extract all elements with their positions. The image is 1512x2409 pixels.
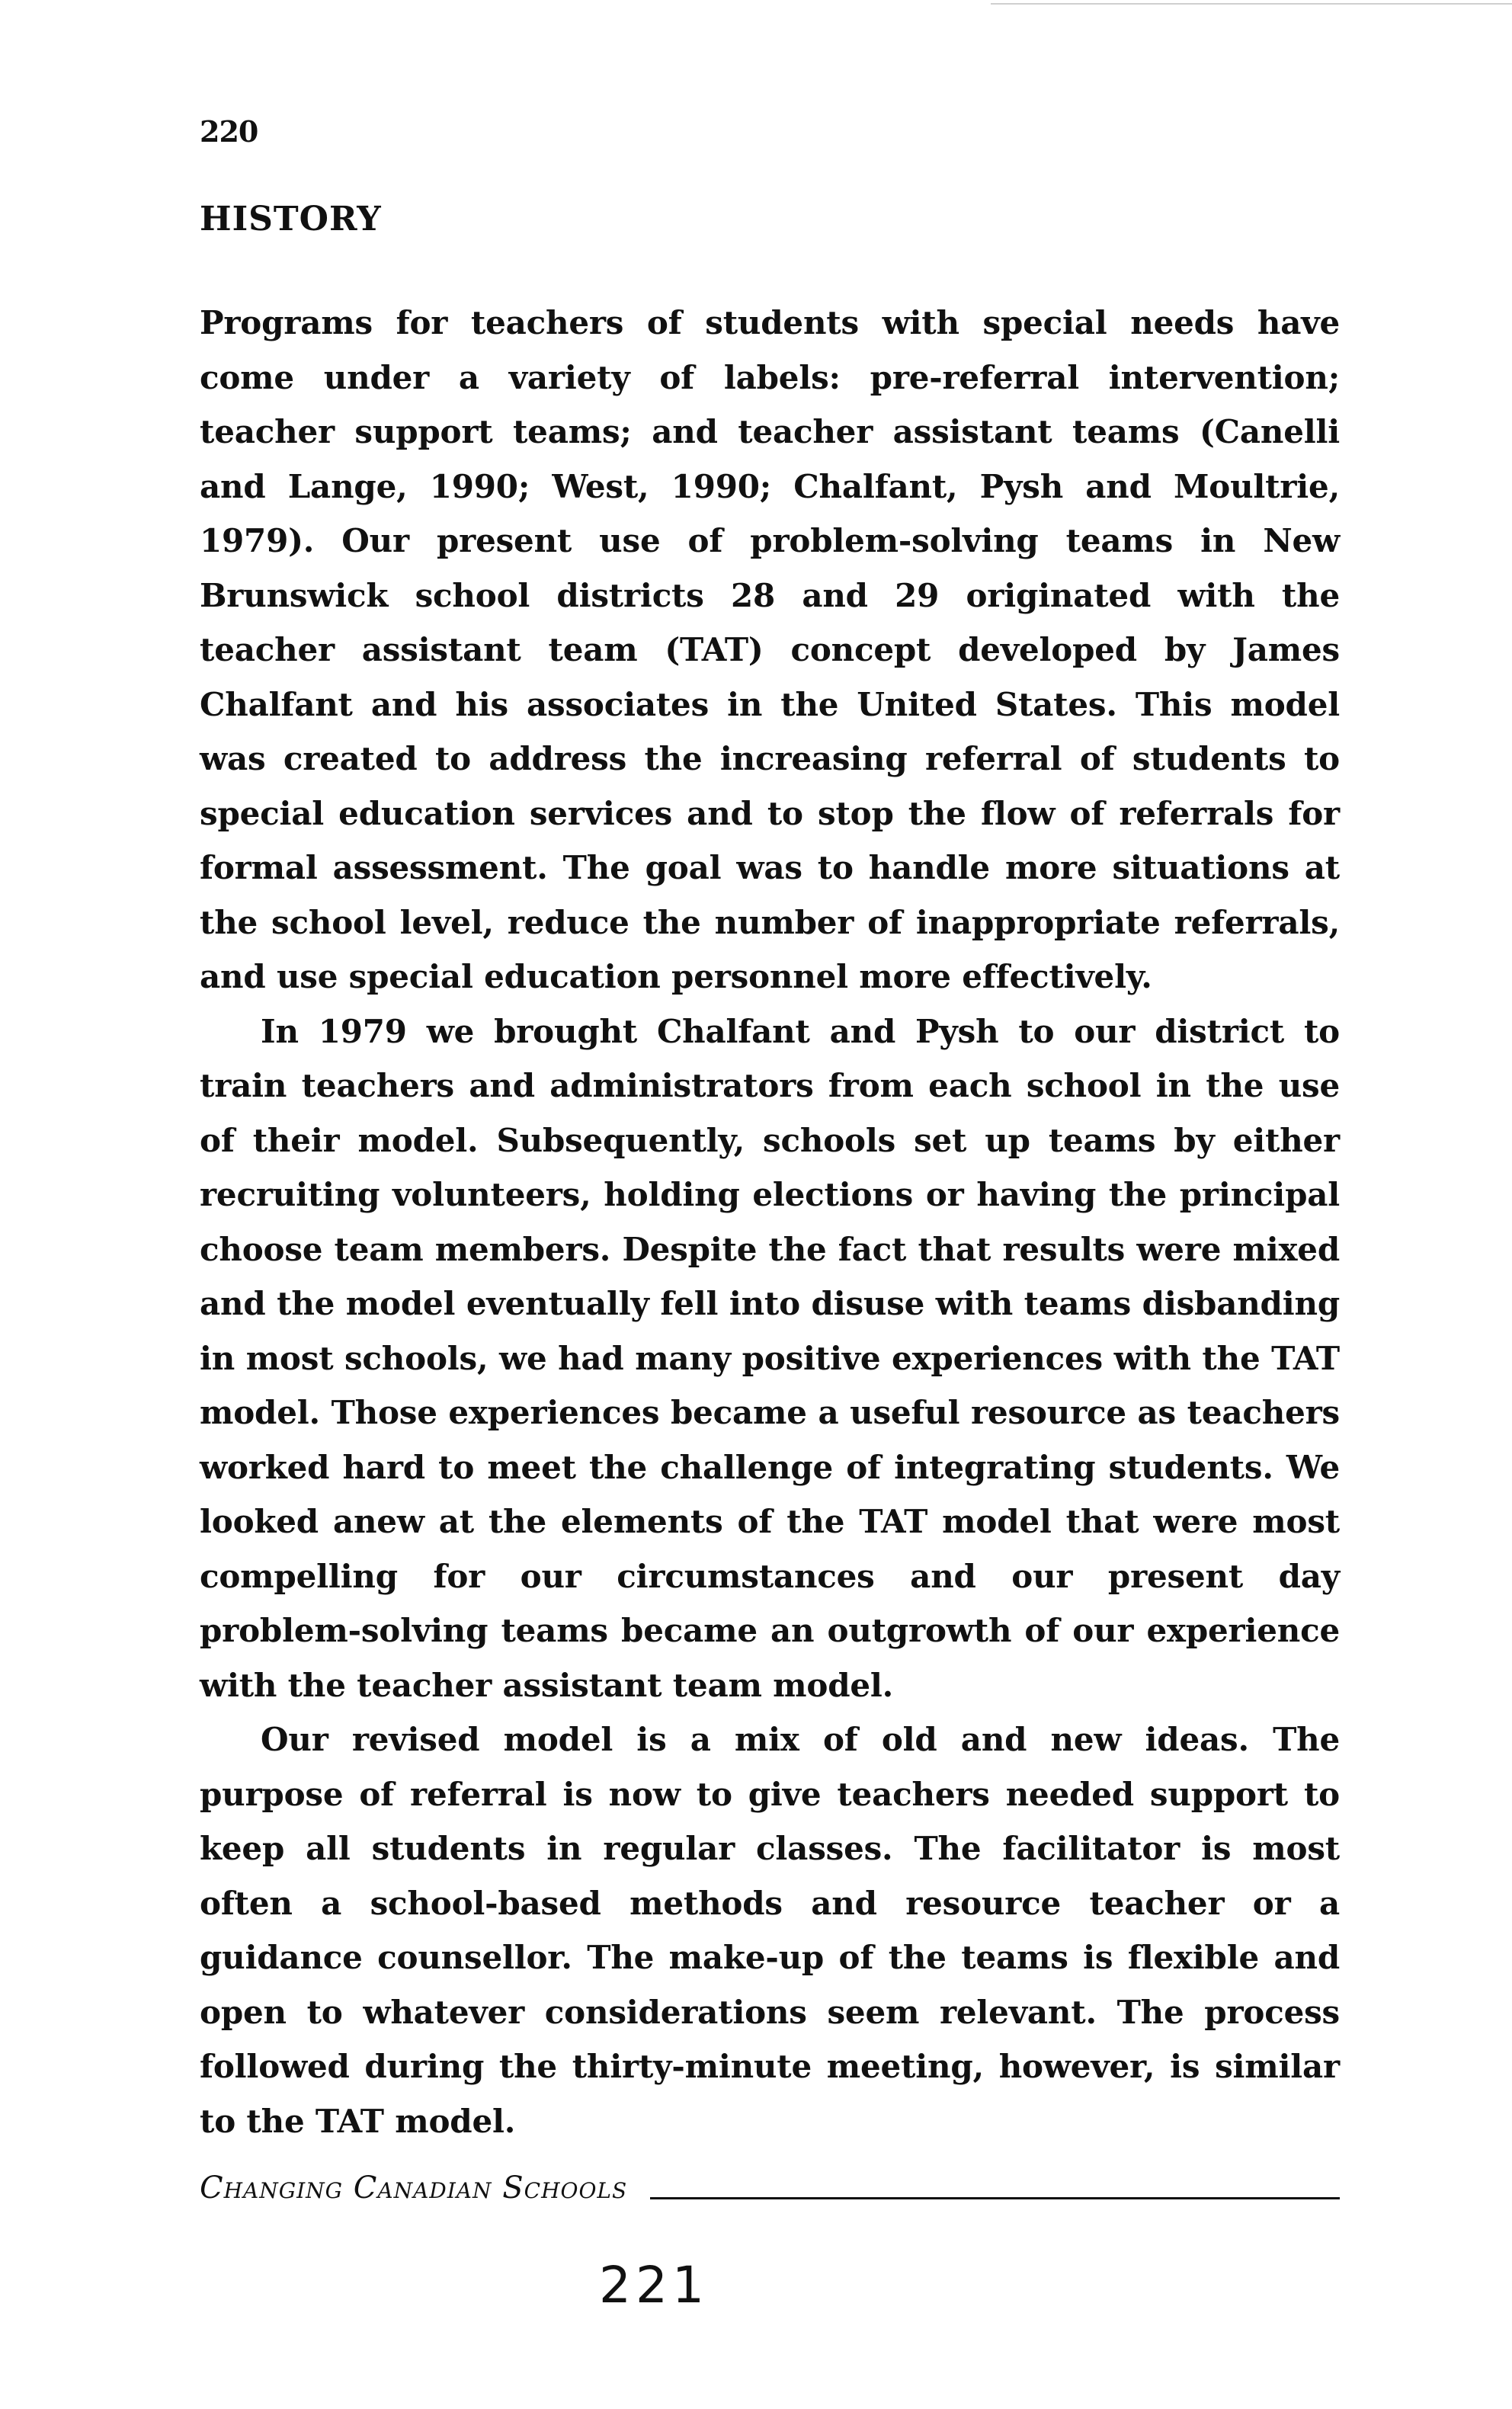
- footer-book-title: Changing Canadian Schools: [200, 2170, 628, 2206]
- scan-edge-line: [991, 3, 1512, 5]
- running-footer: [200, 2170, 1340, 2206]
- footer-rule: [650, 2197, 1340, 2199]
- paragraph-1: Programs for teachers of students with special needs have come under a variety of labels: pre-referral intervention; teacher support teams; and teacher assistant teams (Canelli and Lange, 1990; West, 1990; Chalfant, Pysh and Moultrie, 1979). Our present use of problem-solving teams in New Brunswick school districts 28 and 29 originated with the teacher assistant team (TAT) concept developed by James Chalfant and his associates in the United States. This model was created to address the increasing referral of students to special education services and to stop the flow of referrals for formal assessment. The goal was to handle more situations at the school level, reduce the number of inappropriate referrals, and use special education personnel more effectively.: [200, 304, 1340, 995]
- paragraph-2: In 1979 we brought Chalfant and Pysh to our district to train teachers and administrators from each school in the use of their model. Subsequently, schools set up teams by either recruiting volunteers, holding elections or having the principal choose team members. Despite the fact that results were mixed and the model eventually fell into disuse with teams disbanding in most schools, we had many positive experiences with the TAT model. Those experiences became a useful resource as teachers worked hard to meet the challenge of integrating students. We looked anew at the elements of the TAT model that were most compelling for our circumstances and our present day problem-solving teams became an outgrowth of our experience with the teacher assistant team model.: [200, 1012, 1340, 1704]
- paragraph-3: Our revised model is a mix of old and new ideas. The purpose of referral is now to give teachers needed support to keep all students in regular classes. The facilitator is most often a school-based methods and resource teacher or a guidance counsellor. The make-up of the teams is flexible and open to whatever considerations seem relevant. The process followed during the thirty-minute meeting, however, is similar to the TAT model.: [200, 1721, 1340, 2140]
- page-stamp: 221: [599, 2256, 709, 2314]
- page-number: 220: [200, 114, 258, 149]
- body-text: [200, 296, 1340, 2148]
- section-heading: HISTORY: [200, 200, 382, 239]
